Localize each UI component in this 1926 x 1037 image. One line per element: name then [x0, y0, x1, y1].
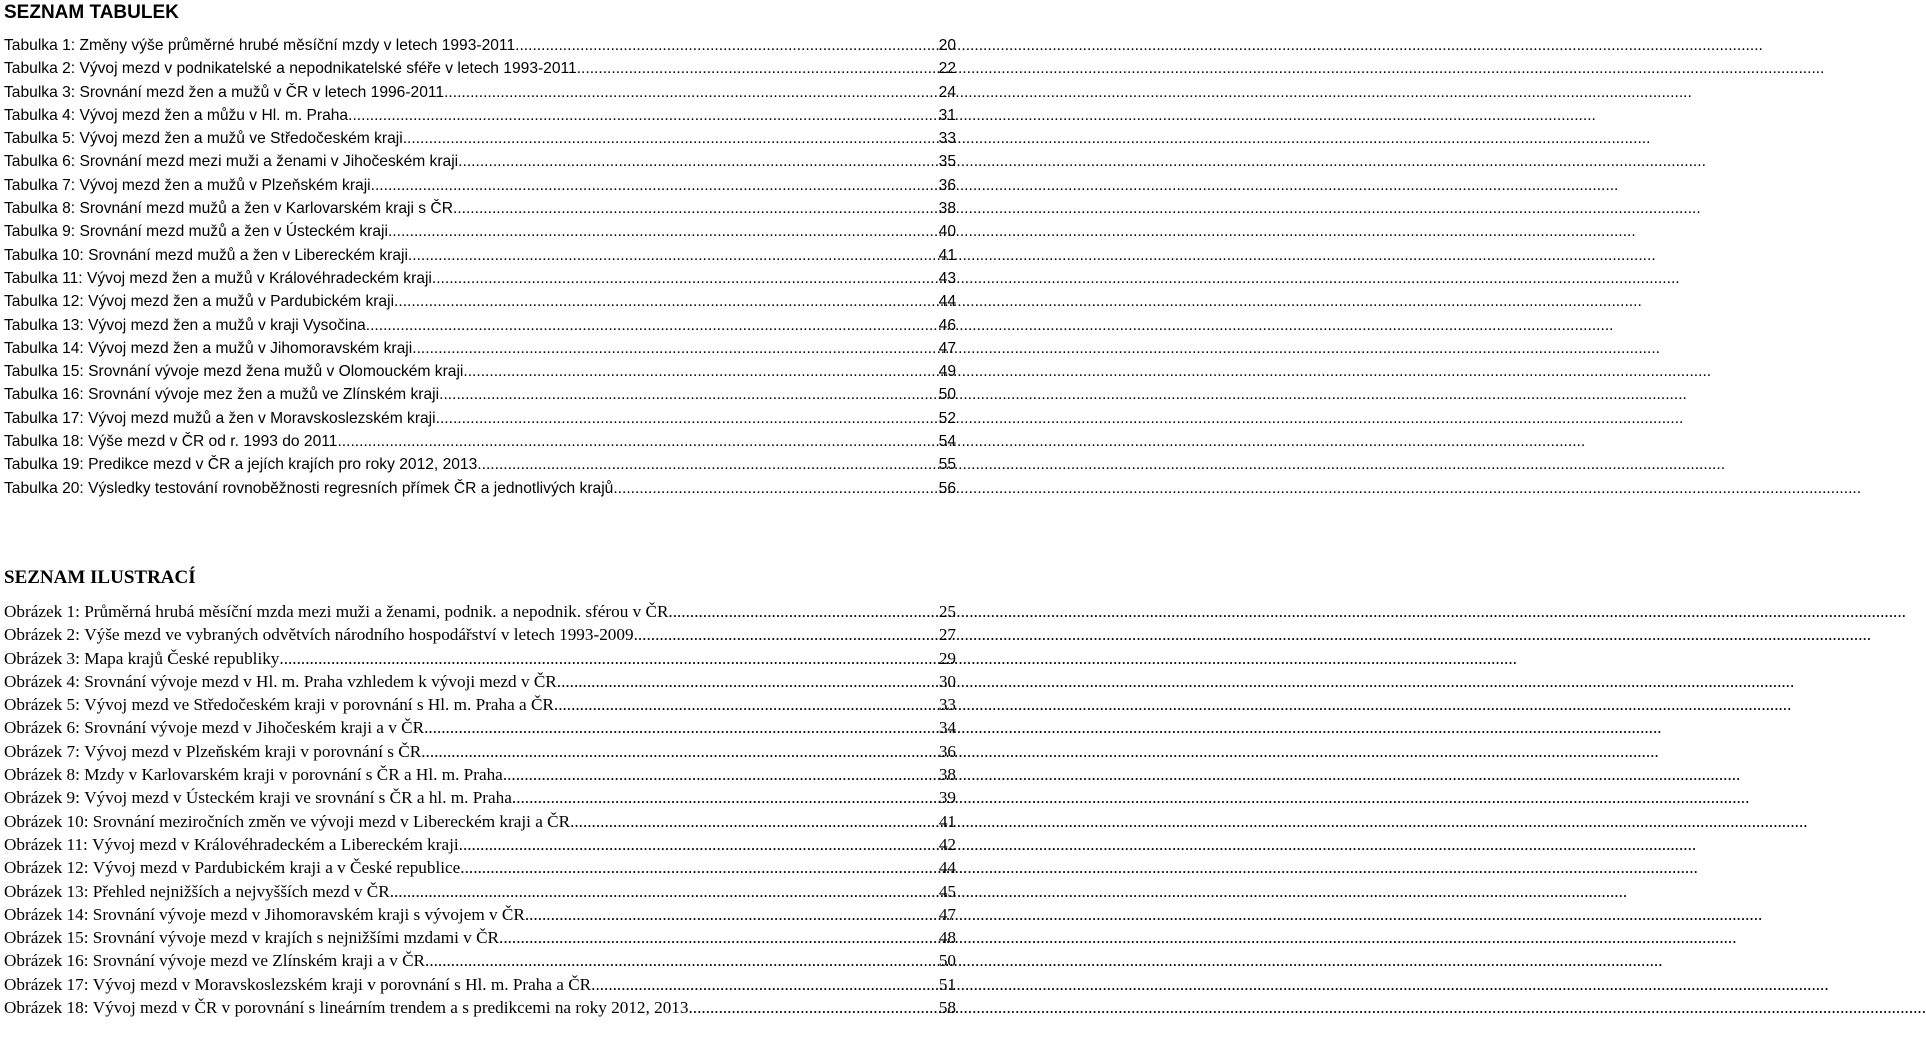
entry-page-number: 24: [938, 83, 956, 101]
entry-page-number: 31: [938, 106, 956, 124]
entry-label: Tabulka 13:: [4, 316, 84, 334]
entry-page-number: 43: [938, 269, 956, 287]
dot-leader: [458, 150, 938, 173]
entry-title: Srovnání vývoje mezd ve Zlínském kraji a v ČR: [92, 951, 426, 971]
entry-label: Obrázek 10:: [4, 811, 89, 831]
entry-title: Vývoj mezd v podnikatelské a nepodnikatelské sféře v letech 1993-2011: [79, 60, 577, 78]
entry-page-number: 50: [938, 951, 956, 971]
dot-leader: [459, 833, 939, 856]
entry-title: Přehled nejnižších a nejvyšších mezd v ČR: [92, 881, 390, 901]
dot-leader: [453, 197, 939, 220]
dot-leader: [436, 407, 939, 430]
entry-title: Srovnání vývoje mezd v Hl. m. Praha vzhledem k vývoji mezd v ČR: [84, 671, 557, 691]
entry-title: Vývoj mezd mužů a žen v Moravskoslezském kraji: [88, 409, 436, 427]
entry-title: Srovnání mezd mezi muži a ženami v Jihočeském kraji: [79, 153, 459, 171]
table-of-tables-row[interactable]: [0, 104, 958, 127]
entry-label: Obrázek 11:: [4, 834, 88, 854]
entry-page-number: 35: [938, 153, 956, 171]
dot-leader: [512, 786, 939, 809]
entry-title: Srovnání vývoje mez žen a mužů ve Zlínském kraji: [88, 386, 440, 404]
entry-page-number: 38: [938, 765, 956, 785]
entry-title: Výše mezd ve vybraných odvětvích národního hospodářství v letech 1993-2009: [84, 625, 634, 645]
table-of-figures-row[interactable]: [0, 880, 958, 903]
entry-title: Srovnání mezd žen a mužů v ČR v letech 1996-2011: [79, 83, 445, 101]
dot-leader: [279, 647, 938, 670]
entry-label: Obrázek 14:: [4, 904, 89, 924]
dot-leader: [689, 996, 939, 1019]
entry-label: Obrázek 2:: [4, 625, 80, 645]
entry-page-number: 44: [938, 293, 956, 311]
entry-label: Tabulka 5:: [4, 130, 76, 148]
entry-page-number: 33: [938, 130, 956, 148]
entry-title: Srovnání mezd mužů a žen v Ústeckém kraji: [79, 223, 388, 241]
entry-page-number: 49: [938, 363, 956, 381]
entry-page-number: 40: [938, 223, 956, 241]
dot-leader: [515, 34, 939, 57]
entry-page-number: 39: [938, 788, 956, 808]
entry-page-number: 47: [938, 904, 956, 924]
dot-leader: [421, 740, 939, 763]
entry-label: Obrázek 6:: [4, 718, 80, 738]
entry-page-number: 48: [938, 928, 956, 948]
entry-label: Tabulka 19:: [4, 456, 84, 474]
entry-page-number: 42: [938, 834, 956, 854]
entry-page-number: 41: [938, 811, 956, 831]
entry-label: Tabulka 11:: [4, 269, 83, 287]
dot-leader: [577, 57, 939, 80]
table-of-figures-row[interactable]: [0, 600, 958, 623]
entry-title: Vývoj mezd žen a můžu v Hl. m. Praha: [79, 106, 349, 124]
table-of-figures-row[interactable]: [0, 856, 958, 879]
table-of-tables-row[interactable]: [0, 407, 958, 430]
entry-label: Obrázek 12:: [4, 858, 89, 878]
entry-label: Tabulka 1:: [4, 37, 76, 54]
entry-label: Tabulka 8:: [4, 200, 76, 218]
entry-page-number: 47: [938, 339, 956, 357]
table-of-tables-row[interactable]: [0, 244, 958, 267]
entry-page-number: 25: [938, 602, 956, 621]
table-of-tables-row[interactable]: [0, 430, 958, 453]
table-of-figures-row[interactable]: [0, 949, 958, 972]
entry-label: Obrázek 13:: [4, 881, 89, 901]
entry-label: Obrázek 5:: [4, 695, 80, 715]
dot-leader: [591, 973, 939, 996]
table-of-tables-row[interactable]: [0, 383, 958, 406]
dot-leader: [503, 763, 939, 786]
table-of-figures-row[interactable]: [0, 716, 958, 739]
entry-label: Tabulka 18:: [4, 433, 84, 451]
table-of-figures-row[interactable]: [0, 973, 958, 996]
entry-title: Změny výše průměrné hrubé měsíční mzdy v letech 1993-2011: [79, 37, 516, 54]
table-of-figures-row[interactable]: [0, 786, 958, 809]
dot-leader: [570, 810, 939, 833]
dot-leader: [412, 337, 938, 360]
table-of-tables-row[interactable]: [0, 34, 958, 57]
dot-leader: [337, 430, 938, 453]
entry-label: Tabulka 14:: [4, 339, 84, 357]
entry-page-number: 44: [938, 858, 956, 878]
entry-title: Vývoj mezd žen a mužů v Jihomoravském kraji: [88, 339, 413, 357]
tables-list: [0, 34, 958, 500]
entry-title: Výsledky testování rovnoběžnosti regresních přímek ČR a jednotlivých krajů: [88, 479, 614, 497]
entry-page-number: 20: [938, 37, 956, 54]
table-of-tables-row[interactable]: [0, 150, 958, 173]
entry-page-number: 34: [938, 718, 956, 738]
table-of-figures-row[interactable]: [0, 903, 958, 926]
dot-leader: [366, 314, 939, 337]
entry-title: Predikce mezd v ČR a jejích krajích pro roky 2012, 2013: [88, 456, 478, 474]
entry-title: Vývoj mezd žen a mužů v Pardubickém kraji: [88, 293, 395, 311]
table-of-tables-row[interactable]: [0, 267, 958, 290]
entry-title: Srovnání vývoje mezd v Jihočeském kraji a v ČR: [84, 718, 425, 738]
entry-label: Obrázek 16:: [4, 951, 89, 971]
table-of-figures-row[interactable]: [0, 670, 958, 693]
entry-page-number: 45: [938, 881, 956, 901]
dot-leader: [348, 104, 939, 127]
dot-leader: [390, 880, 939, 903]
dot-leader: [460, 856, 939, 879]
entry-page-number: 33: [938, 695, 956, 715]
entry-label: Obrázek 17:: [4, 974, 89, 994]
entry-title: Mapa krajů České republiky: [84, 648, 280, 668]
entry-label: Tabulka 2:: [4, 60, 76, 78]
entry-page-number: 55: [938, 456, 956, 474]
table-of-tables-row[interactable]: [0, 127, 958, 150]
table-of-tables-row[interactable]: [0, 197, 958, 220]
figures-section-heading: SEZNAM ILUSTRACÍ: [4, 567, 196, 588]
entry-title: Vývoj mezd ve Středočeském kraji v porovnání s Hl. m. Praha a ČR: [84, 695, 554, 715]
table-of-figures-row[interactable]: [0, 996, 958, 1019]
entry-page-number: 38: [938, 200, 956, 218]
entry-title: Vývoj mezd žen a mužů ve Středočeském kraji: [79, 130, 403, 148]
entry-label: Obrázek 15:: [4, 928, 89, 948]
entry-label: Obrázek 8:: [4, 765, 80, 785]
entry-page-number: 36: [938, 176, 956, 194]
entry-title: Mzdy v Karlovarském kraji v porovnání s ČR a Hl. m. Praha: [84, 765, 503, 785]
table-of-tables-row[interactable]: [0, 477, 958, 500]
table-of-tables-row[interactable]: [0, 220, 958, 243]
dot-leader: [371, 174, 939, 197]
dot-leader: [439, 383, 939, 406]
entry-page-number: 50: [938, 386, 956, 404]
entry-page-number: 56: [938, 479, 956, 497]
dot-leader: [408, 244, 939, 267]
entry-title: Vývoj mezd žen a mužů v Plzeňském kraji: [79, 176, 371, 194]
table-of-tables-row[interactable]: [0, 337, 958, 360]
entry-title: Vývoj mezd v Moravskoslezském kraji v porovnání s Hl. m. Praha a ČR: [92, 974, 592, 994]
entry-label: Tabulka 17:: [4, 409, 84, 427]
entry-page-number: 27: [938, 625, 956, 645]
entry-page-number: 58: [938, 998, 956, 1018]
dot-leader: [424, 716, 939, 739]
dot-leader: [499, 926, 939, 949]
tables-section-heading: SEZNAM TABULEK: [4, 2, 179, 23]
entry-page-number: 36: [938, 741, 956, 761]
entry-title: Výše mezd v ČR od r. 1993 do 2011: [88, 433, 338, 451]
dot-leader: [463, 360, 938, 383]
entry-label: Tabulka 16:: [4, 386, 84, 404]
table-of-tables-row[interactable]: [0, 57, 958, 80]
table-of-figures-row[interactable]: [0, 740, 958, 763]
entry-page-number: 30: [938, 671, 956, 691]
entry-title: Vývoj mezd v ČR v porovnání s lineárním trendem a s predikcemi na roky 2012, 2013: [92, 998, 689, 1018]
table-of-tables-row[interactable]: [0, 290, 958, 313]
entry-label: Obrázek 7:: [4, 741, 80, 761]
entry-title: Průměrná hrubá měsíční mzda mezi muži a ženami, podnik. a nepodnik. sférou v ČR: [84, 602, 669, 621]
dot-leader: [668, 600, 938, 623]
entry-page-number: 22: [938, 60, 956, 78]
table-of-tables-row[interactable]: [0, 314, 958, 337]
table-of-figures-row[interactable]: [0, 623, 958, 646]
entry-label: Obrázek 3:: [4, 648, 80, 668]
entry-label: Tabulka 20:: [4, 479, 84, 497]
dot-leader: [557, 670, 939, 693]
dot-leader: [634, 623, 939, 646]
dot-leader: [525, 903, 939, 926]
figures-list: [0, 600, 958, 1019]
entry-label: Tabulka 6:: [4, 153, 76, 171]
table-of-figures-row[interactable]: [0, 810, 958, 833]
table-of-tables-row[interactable]: [0, 453, 958, 476]
entry-page-number: 51: [938, 974, 956, 994]
entry-title: Vývoj mezd v Pardubickém kraji a v České republice: [92, 858, 461, 878]
dot-leader: [432, 267, 939, 290]
table-of-tables-row[interactable]: [0, 81, 958, 104]
entry-title: Srovnání mezd mužů a žen v Libereckém kraji: [88, 246, 408, 264]
dot-leader: [394, 290, 939, 313]
entry-title: Srovnání vývoje mezd v Jihomoravském kraji s vývojem v ČR: [92, 904, 525, 924]
entry-title: Srovnání mezd mužů a žen v Karlovarském kraji s ČR: [79, 200, 453, 218]
table-of-tables-row[interactable]: [0, 174, 958, 197]
entry-label: Tabulka 7:: [4, 176, 76, 194]
entry-page-number: 41: [938, 246, 956, 264]
dot-leader: [403, 127, 939, 150]
entry-label: Obrázek 18:: [4, 998, 89, 1018]
table-of-figures-row[interactable]: [0, 647, 958, 670]
dot-leader: [388, 220, 939, 243]
entry-title: Vývoj mezd žen a mužů v Královéhradeckém kraji: [86, 269, 432, 287]
table-of-figures-row[interactable]: [0, 693, 958, 716]
entry-label: Tabulka 10:: [4, 246, 84, 264]
table-of-figures-row[interactable]: [0, 926, 958, 949]
dot-leader: [425, 949, 939, 972]
entry-title: Vývoj mezd v Ústeckém kraji ve srovnání s ČR a hl. m. Praha: [84, 788, 512, 808]
entry-title: Vývoj mezd v Plzeňském kraji v porovnání s ČR: [84, 741, 422, 761]
entry-page-number: 52: [938, 409, 956, 427]
entry-label: Tabulka 9:: [4, 223, 76, 241]
entry-label: Obrázek 9:: [4, 788, 80, 808]
dot-leader: [554, 693, 939, 716]
entry-page-number: 29: [938, 648, 956, 668]
entry-page-number: 46: [938, 316, 956, 334]
entry-title: Vývoj mezd v Královéhradeckém a Libereckém kraji: [92, 834, 459, 854]
entry-label: Obrázek 4:: [4, 671, 80, 691]
dot-leader: [444, 81, 939, 104]
table-of-figures-row[interactable]: [0, 833, 958, 856]
entry-label: Tabulka 3:: [4, 83, 76, 101]
entry-title: Srovnání meziročních změn ve vývoji mezd v Libereckém kraji a ČR: [92, 811, 571, 831]
entry-label: Tabulka 4:: [4, 106, 76, 124]
document-page: [0, 0, 960, 1037]
table-of-figures-row[interactable]: [0, 763, 958, 786]
dot-leader: [477, 453, 938, 476]
entry-label: Tabulka 12:: [4, 293, 84, 311]
entry-title: Srovnání vývoje mezd v krajích s nejnižšími mzdami v ČR: [92, 928, 500, 948]
entry-title: Vývoj mezd žen a mužů v kraji Vysočina: [88, 316, 366, 334]
entry-label: Obrázek 1:: [4, 602, 80, 621]
entry-title: Srovnání vývoje mezd žena mužů v Olomouckém kraji: [88, 363, 464, 381]
entry-label: Tabulka 15:: [4, 363, 84, 381]
table-of-tables-row[interactable]: [0, 360, 958, 383]
entry-page-number: 54: [938, 433, 956, 451]
dot-leader: [613, 477, 938, 500]
